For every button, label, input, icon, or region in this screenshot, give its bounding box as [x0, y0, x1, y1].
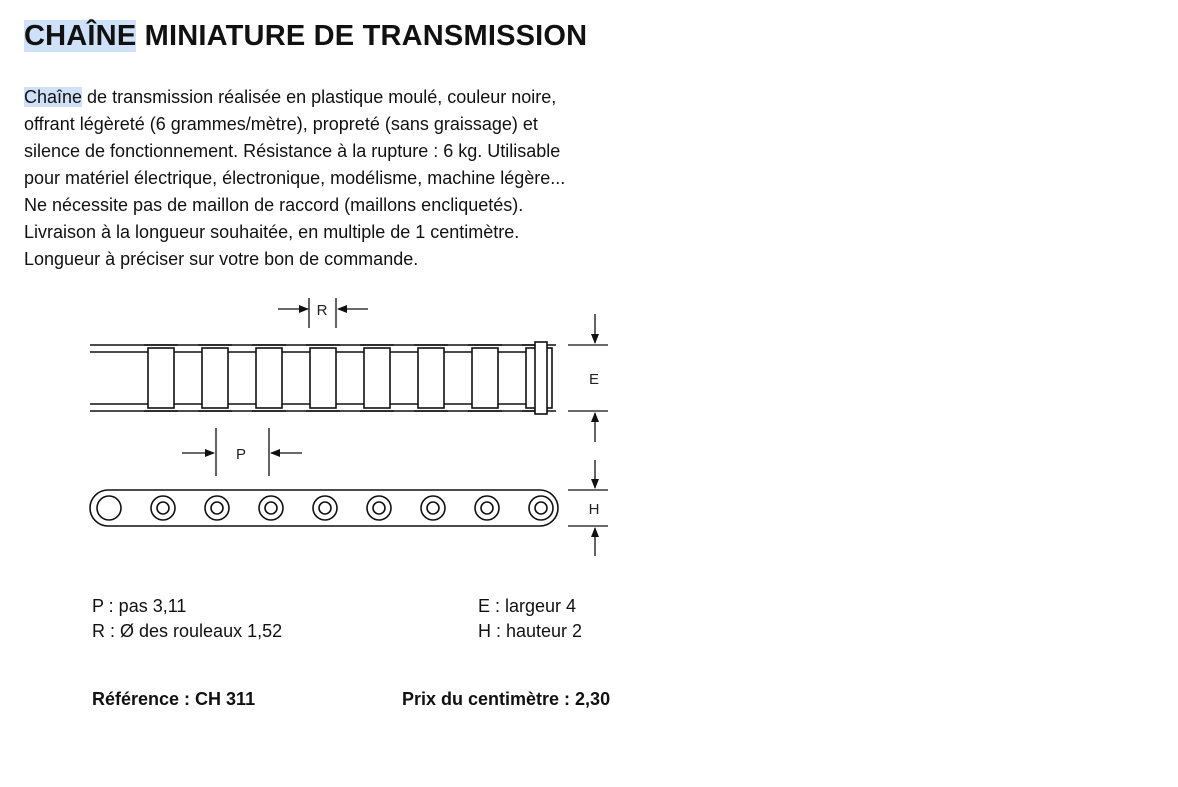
chain-roller — [310, 348, 336, 408]
page-title — [24, 20, 587, 53]
dimension-e-label: E — [588, 371, 600, 388]
chain-link — [97, 496, 121, 520]
dimension-h-label: H — [588, 501, 600, 518]
title-highlighted-word: CHAÎNE — [24, 20, 137, 52]
title-rest: MINIATURE DE TRANSMISSION — [136, 20, 588, 52]
description-line: Ne nécessite pas de maillon de raccord (maillons encliquetés). — [24, 195, 524, 215]
description — [24, 84, 704, 273]
description-line: Longueur à préciser sur votre bon de commande. — [24, 249, 419, 269]
spec-roller-diameter: R : Ø des rouleaux 1,52 — [92, 621, 283, 641]
dimension-r-label: R — [316, 302, 328, 319]
chain-pin — [211, 502, 223, 514]
chain-side-view — [90, 490, 558, 526]
chain-pin — [535, 502, 547, 514]
chain-roller — [418, 348, 444, 408]
spec-height: H : hauteur 2 — [478, 621, 583, 641]
chain-roller — [148, 348, 174, 408]
chain-pin — [319, 502, 331, 514]
dimension-p — [182, 428, 302, 476]
chain-roller — [256, 348, 282, 408]
dimension-r — [278, 298, 368, 328]
reference: Référence : CH 311 — [92, 689, 256, 709]
dimension-h — [568, 460, 608, 556]
description-highlighted-word: Chaîne — [24, 87, 83, 107]
specs-left — [92, 594, 282, 644]
price: Prix du centimètre : 2,30 — [402, 689, 611, 709]
chain-diagram — [80, 290, 640, 570]
spec-pitch: P : pas 3,11 — [92, 596, 187, 616]
chain-roller — [364, 348, 390, 408]
dimension-p-label: P — [235, 446, 247, 463]
description-line: silence de fonctionnement. Résistance à la rupture : 6 kg. Utilisable — [24, 141, 561, 161]
description-line: pour matériel électrique, électronique, modélisme, machine légère... — [24, 168, 566, 188]
chain-roller — [202, 348, 228, 408]
chain-pin — [481, 502, 493, 514]
chain-pin — [373, 502, 385, 514]
chain-pin — [265, 502, 277, 514]
chain-pin — [157, 502, 169, 514]
chain-pin — [427, 502, 439, 514]
dimension-e — [568, 314, 608, 442]
description-line: Chaîne de transmission réalisée en plastique moulé, couleur noire, — [24, 87, 557, 107]
specs-right — [478, 594, 582, 644]
chain-top-view — [90, 342, 556, 414]
chain-roller — [472, 348, 498, 408]
spec-width: E : largeur 4 — [478, 596, 577, 616]
description-line: offrant légèreté (6 grammes/mètre), propreté (sans graissage) et — [24, 114, 538, 134]
description-line: Livraison à la longueur souhaitée, en multiple de 1 centimètre. — [24, 222, 520, 242]
